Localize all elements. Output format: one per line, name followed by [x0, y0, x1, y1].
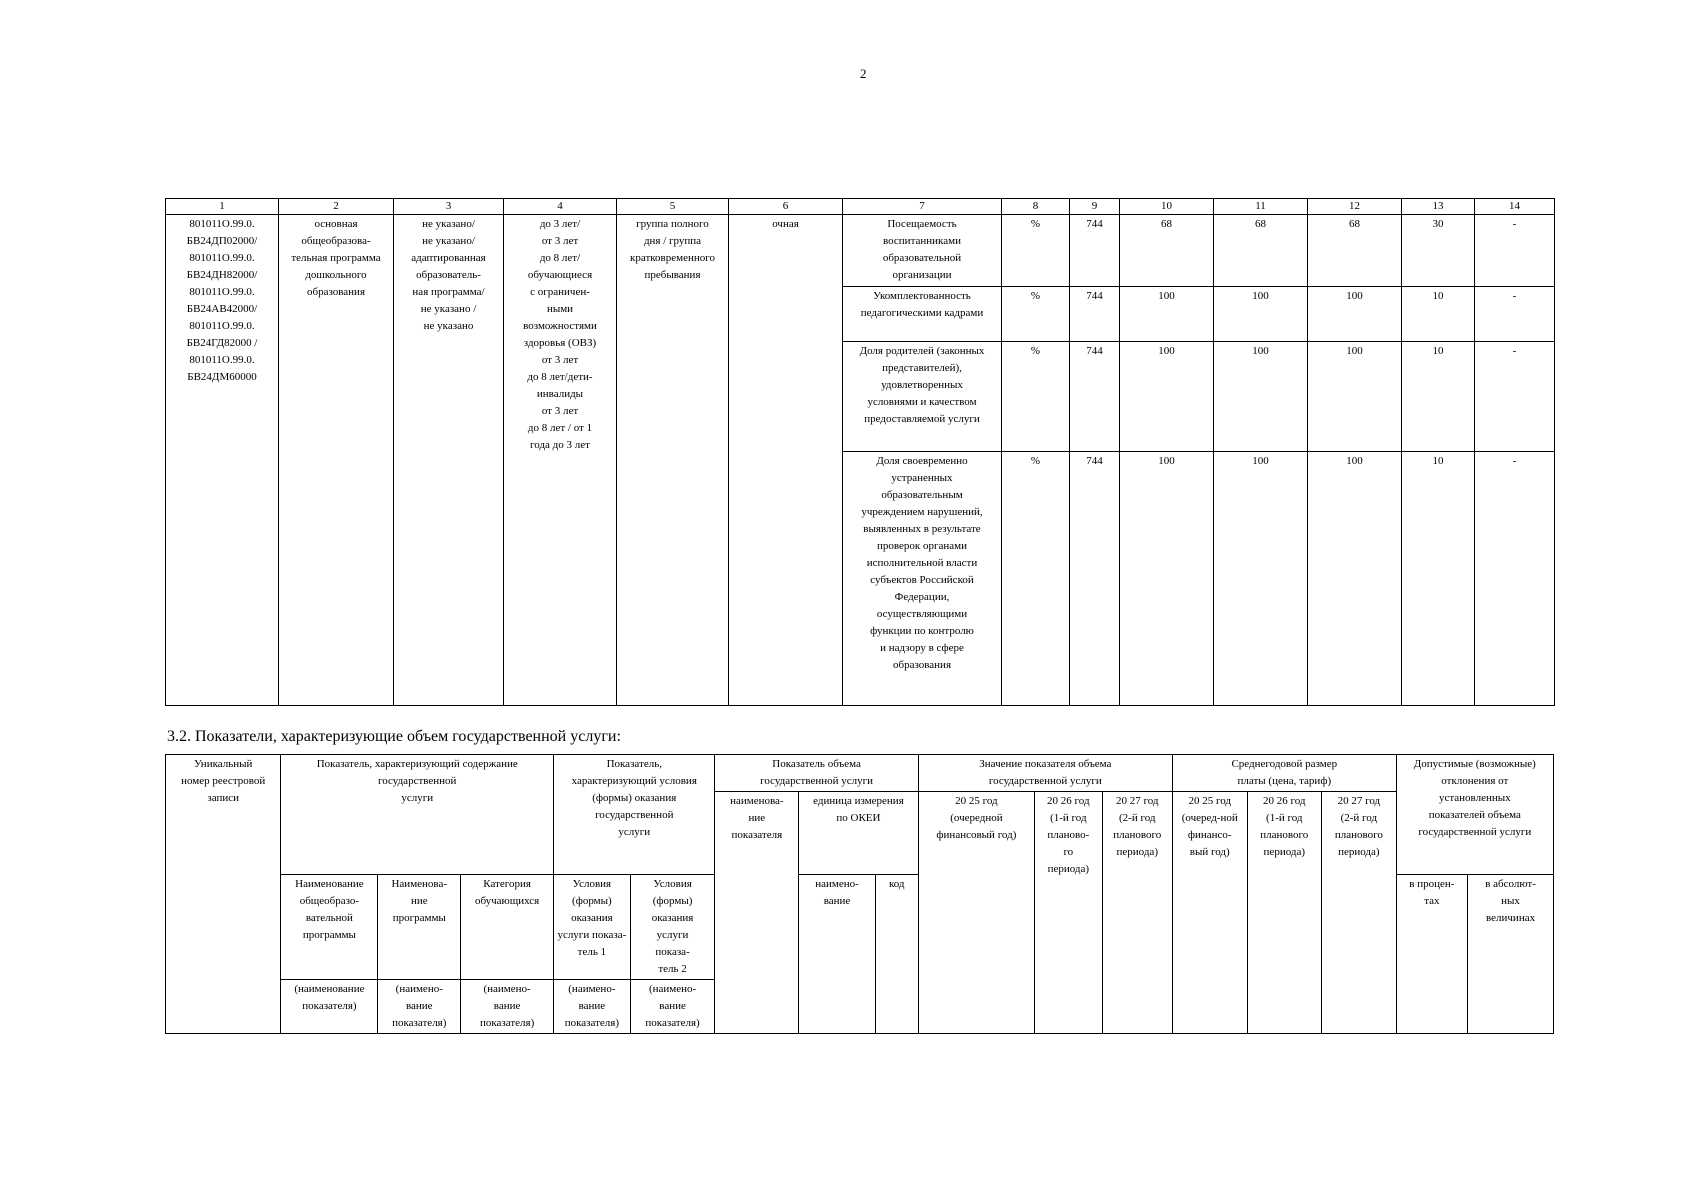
unit-cell: %	[1002, 452, 1070, 706]
value-2027-cell: 100	[1308, 342, 1402, 452]
col-num: 5	[617, 199, 729, 215]
unit-cell: %	[1002, 287, 1070, 342]
deviation-abs-cell: -	[1475, 215, 1555, 287]
fee-2026-header: 20 26 год (1-й год планового периода)	[1247, 792, 1322, 1034]
program-name-subheader: Наименова- ние программы	[378, 875, 461, 980]
value-2025-cell: 68	[1120, 215, 1214, 287]
unit-cell: %	[1002, 215, 1070, 287]
col-num: 8	[1002, 199, 1070, 215]
indicator-name-cell: Укомплектованность педагогическими кадрами	[843, 287, 1002, 342]
column-number-row	[166, 199, 1555, 215]
table-row	[166, 215, 1555, 287]
deviation-pct-header: в процен- тах	[1396, 875, 1467, 1034]
section-title: 3.2. Показатели, характеризующие объем государственной услуги:	[167, 728, 621, 745]
value-2025-cell: 100	[1120, 342, 1214, 452]
okei-unit-header: единица измерения по ОКЕИ	[799, 792, 919, 875]
indicator-name-cell: Доля своевременно устраненных образовательным учреждением нарушений, выявленных в результате проверок органами исполнительной власти субъектов Российской Федерации, осуществляющими функции по контролю и надзору в сфере образования	[843, 452, 1002, 706]
category-cell: до 3 лет/ от 3 лет до 8 лет/ обучающиеся с ограничен- ными возможностями здоровья (ОВЗ) от 3 лет до 8 лет/дети- инвалиды от 3 лет до 8 лет / от 1 года до 3 лет	[504, 215, 617, 706]
value-2026-cell: 100	[1214, 452, 1308, 706]
indicator-name-cell: Доля родителей (законных представителей), удовлетворенных условиями и качеством предоставляемой услуги	[843, 342, 1002, 452]
value-2025-cell: 100	[1120, 287, 1214, 342]
program-subheader: Наименование общеобразо- вательной программы	[281, 875, 378, 980]
col-num: 9	[1070, 199, 1120, 215]
registry-number-cell: 801011О.99.0. БВ24ДП02000/ 801011О.99.0. БВ24ДН82000/ 801011О.99.0. БВ24АВ42000/ 801011О.99.0. БВ24ГД82000 / 801011О.99.0. БВ24ДМ60000	[166, 215, 279, 706]
indicator-name-note: (наимено- вание показателя)	[378, 980, 461, 1034]
value-2027-cell: 100	[1308, 287, 1402, 342]
deviation-pct-cell: 10	[1402, 287, 1475, 342]
indicator-name-header: наименова- ние показателя	[715, 792, 799, 1034]
program-cell: основная общеобразова- тельная программа дошкольного образования	[279, 215, 394, 706]
col-num: 6	[729, 199, 843, 215]
condition2-subheader: Условия (формы) оказания услуги показа- тель 2	[630, 875, 715, 980]
page-number: 2	[860, 66, 867, 81]
category-subheader: Категория обучающихся	[461, 875, 554, 980]
volume-indicator-header: Показатель объема государственной услуги	[715, 755, 918, 792]
value-2025-cell: 100	[1120, 452, 1214, 706]
value-2027-cell: 100	[1308, 452, 1402, 706]
col-num: 11	[1214, 199, 1308, 215]
content-indicator-header: Показатель, характеризующий содержание государственной услуги	[281, 755, 554, 875]
volume-value-header: Значение показателя объема государственной услуги	[918, 755, 1172, 792]
unit-cell: %	[1002, 342, 1070, 452]
deviation-abs-cell: -	[1475, 287, 1555, 342]
col-num: 4	[504, 199, 617, 215]
indicator-name-note: (наимено- вание показателя)	[461, 980, 554, 1034]
deviation-pct-cell: 30	[1402, 215, 1475, 287]
condition1-subheader: Условия (формы) оказания услуги показа- тель 1	[554, 875, 631, 980]
program-name-cell: не указано/ не указано/ адаптированная образователь- ная программа/ не указано / не указано	[394, 215, 504, 706]
conditions-indicator-header: Показатель, характеризующий условия (формы) оказания государственной услуги	[554, 755, 715, 875]
quality-indicators-table	[165, 198, 1555, 706]
condition1-cell: группа полного дня / группа кратковременного пребывания	[617, 215, 729, 706]
fee-2027-header: 20 27 год (2-й год планового периода)	[1322, 792, 1397, 1034]
col-num: 1	[166, 199, 279, 215]
indicator-name-note: (наимено- вание показателя)	[630, 980, 715, 1034]
code-cell: 744	[1070, 342, 1120, 452]
okei-code-header: код	[875, 875, 918, 1034]
header-row	[166, 755, 1554, 792]
col-num: 13	[1402, 199, 1475, 215]
col-num: 3	[394, 199, 504, 215]
value-2026-cell: 68	[1214, 215, 1308, 287]
indicator-name-cell: Посещаемость воспитанниками образовательной организации	[843, 215, 1002, 287]
registry-number-header: Уникальный номер реестровой записи	[166, 755, 281, 1034]
value-2026-header: 20 26 год (1-й год планово- го периода)	[1035, 792, 1102, 1034]
condition2-cell: очная	[729, 215, 843, 706]
code-cell: 744	[1070, 215, 1120, 287]
value-2025-header: 20 25 год (очередной финансовый год)	[918, 792, 1034, 1034]
deviation-header: Допустимые (возможные) отклонения от установленных показателей объема государственной услуги	[1396, 755, 1553, 875]
deviation-pct-cell: 10	[1402, 452, 1475, 706]
deviation-abs-cell: -	[1475, 452, 1555, 706]
col-num: 14	[1475, 199, 1555, 215]
code-cell: 744	[1070, 287, 1120, 342]
value-2026-cell: 100	[1214, 287, 1308, 342]
volume-indicators-table	[165, 754, 1554, 1034]
deviation-pct-cell: 10	[1402, 342, 1475, 452]
indicator-name-note: (наимено- вание показателя)	[554, 980, 631, 1034]
value-2027-header: 20 27 год (2-й год планового периода)	[1102, 792, 1172, 1034]
col-num: 10	[1120, 199, 1214, 215]
value-2027-cell: 68	[1308, 215, 1402, 287]
col-num: 12	[1308, 199, 1402, 215]
deviation-abs-header: в абсолют- ных величинах	[1468, 875, 1554, 1034]
fee-header: Среднегодовой размер платы (цена, тариф)	[1172, 755, 1396, 792]
okei-name-header: наимено- вание	[799, 875, 876, 1034]
fee-2025-header: 20 25 год (очеред-ной финансо- вый год)	[1172, 792, 1247, 1034]
col-num: 7	[843, 199, 1002, 215]
col-num: 2	[279, 199, 394, 215]
deviation-abs-cell: -	[1475, 342, 1555, 452]
code-cell: 744	[1070, 452, 1120, 706]
value-2026-cell: 100	[1214, 342, 1308, 452]
indicator-name-note: (наименование показателя)	[281, 980, 378, 1034]
